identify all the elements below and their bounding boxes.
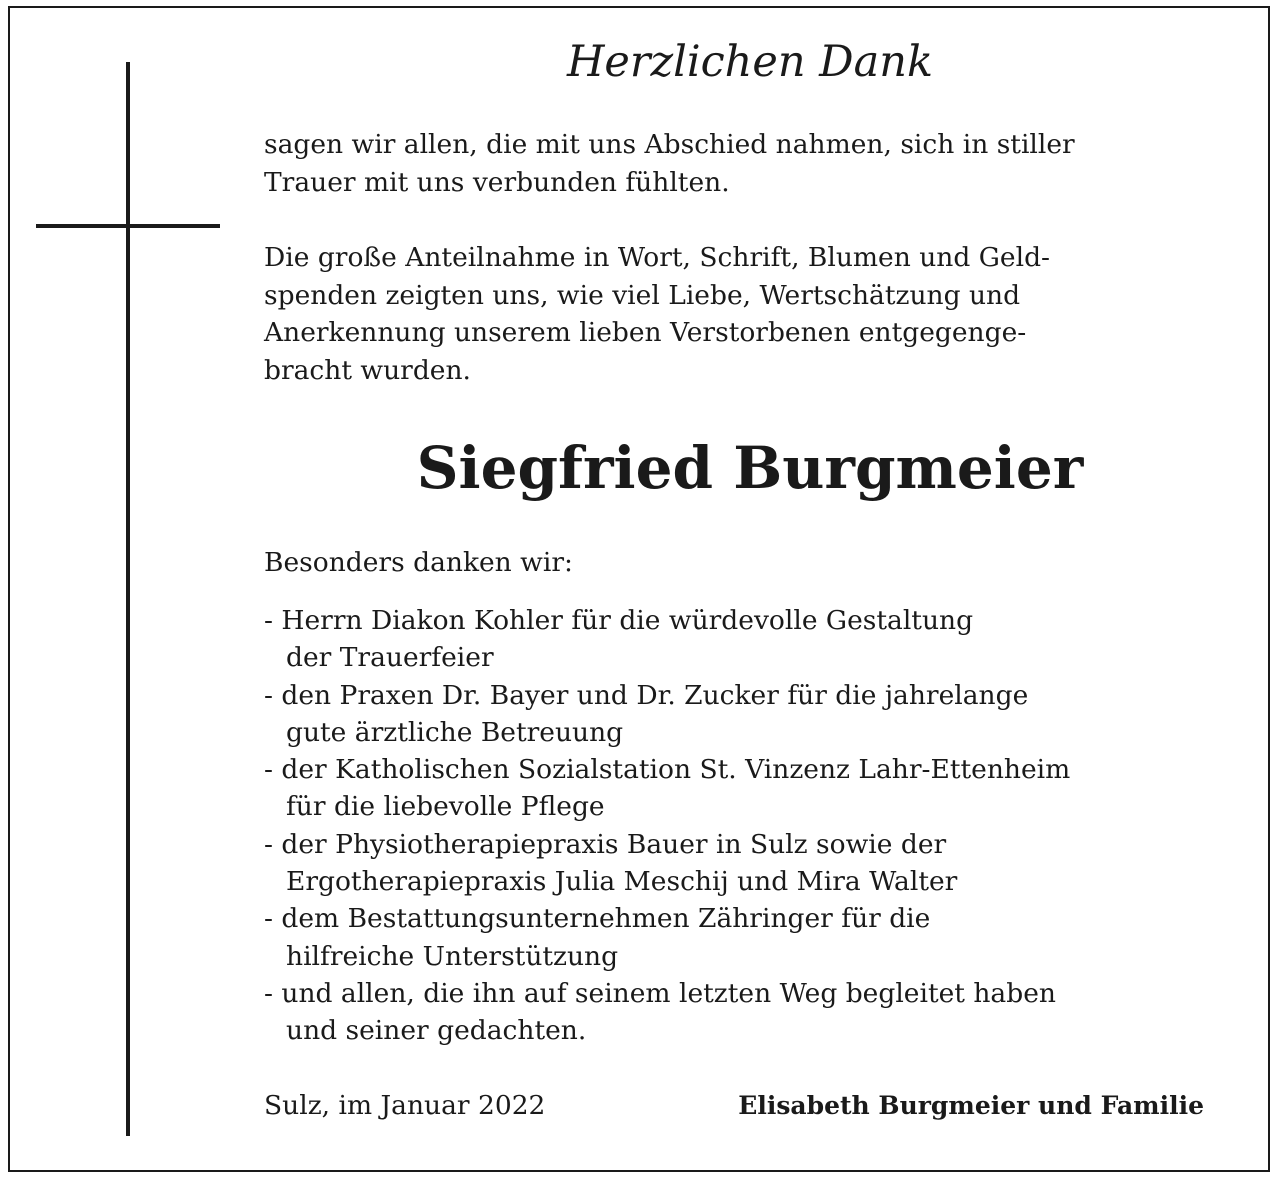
deceased-name: Siegfried Burgmeier xyxy=(416,434,1084,502)
thanks-item-continuation: für die liebevolle Pflege xyxy=(286,791,605,823)
thanks-item-line: - der Katholischen Sozialstation St. Vinzenz Lahr-Ettenheim xyxy=(264,754,1071,786)
thanks-list xyxy=(264,602,1254,1050)
signature: Elisabeth Burgmeier und Familie xyxy=(738,1091,1204,1120)
cross-horizontal-bar xyxy=(36,224,220,228)
sympathy-line: Anerkennung unserem lieben Verstorbenen entgegenge- xyxy=(264,317,1027,348)
intro-line: sagen wir allen, die mit uns Abschied nahmen, sich in stiller xyxy=(264,129,1075,160)
thanks-item-line: - und allen, die ihn auf seinem letzten Weg begleitet haben xyxy=(264,977,1056,1009)
thanks-item-continuation: hilfreiche Unterstützung xyxy=(286,940,619,972)
sympathy-line: bracht wurden. xyxy=(264,354,471,386)
thanks-item-line: - Herrn Diakon Kohler für die würdevolle Gestaltung xyxy=(264,605,974,636)
place-date: Sulz, im Januar 2022 xyxy=(264,1090,546,1121)
thanks-item-continuation: der Trauerfeier xyxy=(286,642,494,674)
sympathy-paragraph xyxy=(264,239,1254,389)
thanks-item-continuation: Ergotherapiepraxis Julia Meschij und Mira Walter xyxy=(286,866,958,898)
intro-line: Trauer mit uns verbunden fühlten. xyxy=(264,166,730,198)
sympathy-line: spenden zeigten uns, wie viel Liebe, Wertschätzung und xyxy=(264,279,1021,311)
thanks-item xyxy=(264,751,1254,826)
thanks-item xyxy=(264,602,1254,677)
thanks-item xyxy=(264,900,1254,975)
sympathy-line: Die große Anteilnahme in Wort, Schrift, Blumen und Geld- xyxy=(264,242,1050,273)
thanks-item-continuation: gute ärztliche Betreuung xyxy=(286,716,624,748)
thanks-item-line: - dem Bestattungsunternehmen Zähringer für die xyxy=(264,903,931,935)
intro-paragraph xyxy=(264,126,1254,201)
thanks-item-continuation: und seiner gedachten. xyxy=(286,1015,587,1047)
thanks-heading: Besonders danken wir: xyxy=(264,547,573,578)
notice-title: Herzlichen Dank xyxy=(566,37,934,87)
thanks-item xyxy=(264,975,1254,1050)
thanks-item-line: - der Physiotherapiepraxis Bauer in Sulz sowie der xyxy=(264,828,947,860)
thanks-item xyxy=(264,677,1254,752)
thanks-item-line: - den Praxen Dr. Bayer und Dr. Zucker für die jahrelange xyxy=(264,679,1029,711)
thanks-item xyxy=(264,826,1254,901)
